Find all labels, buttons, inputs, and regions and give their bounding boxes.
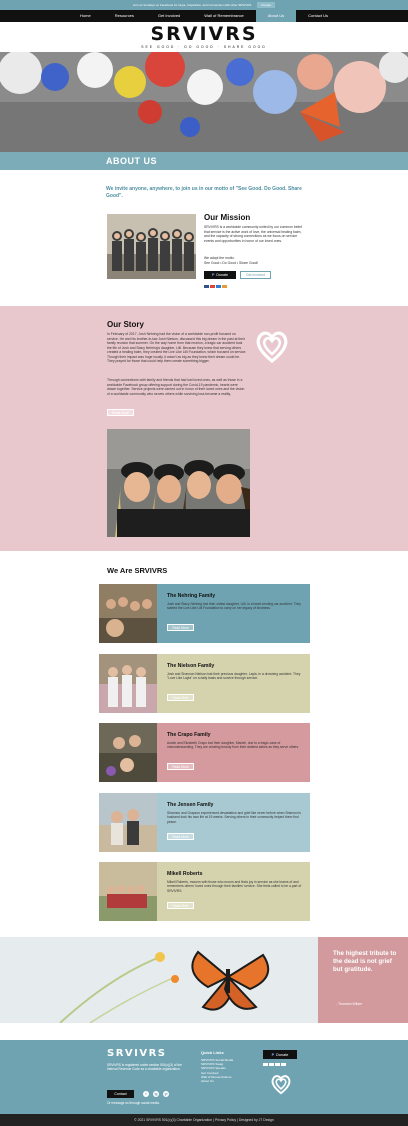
- mastercard-icon: [210, 285, 215, 288]
- mission-motto-intro: We adopt the motto:: [204, 256, 235, 260]
- nav-item-home[interactable]: Home: [80, 13, 91, 18]
- mission-group-photo: [107, 214, 196, 279]
- quick-link-get-involved[interactable]: Get Involved: [201, 1070, 219, 1075]
- family-card-body: [157, 584, 310, 643]
- mission-title: Our Mission: [204, 213, 251, 222]
- story-title: Our Story: [107, 320, 144, 329]
- family-name: The Nehring Family: [167, 593, 216, 599]
- family-description: Mikell Roberts, mourns with those who mourn and finds joy in service as she learns of and remembers others' loved ones through their families' service. She feels called to be a part of SRVIVRS.: [167, 880, 302, 893]
- family-read-more-button[interactable]: Read More: [167, 902, 194, 909]
- mission-text: SRVIVRS is a worldwide community united by our common belief that service is the active work of love, the universal healing balm, and the capacity of strong connections as we focus on service events and opportunities in honor of our loved ones.: [204, 225, 302, 243]
- family-name: The Crapo Family: [167, 732, 211, 738]
- intro-statement: We invite anyone, anywhere, to join us in our motto of "See Good. Do Good. Share Good".: [106, 186, 302, 199]
- site-logo[interactable]: SRVIVRS: [150, 23, 258, 45]
- story-group-photo: [107, 429, 250, 537]
- family-photo: [99, 793, 157, 852]
- quick-link-swag[interactable]: SRVIVRS Swag: [201, 1062, 224, 1067]
- payment-icons: [204, 285, 227, 288]
- quote-author: - Thornton Wilder: [336, 1002, 363, 1006]
- instagram-icon[interactable]: ig: [154, 1092, 158, 1096]
- footer-logo[interactable]: SRVIVRS: [107, 1048, 167, 1059]
- nav-item-contact-us[interactable]: Contact Us: [308, 13, 328, 18]
- heart-icon: [254, 328, 290, 364]
- nav-item-about-us[interactable]: About Us: [256, 10, 296, 22]
- discover-icon: [222, 285, 227, 288]
- family-card-body: [157, 793, 310, 852]
- page-title: ABOUT US: [106, 156, 157, 166]
- quick-link-wall-of-remembrance[interactable]: Wall of Remembrance: [201, 1074, 232, 1079]
- hero-image: [0, 52, 408, 152]
- story-paragraph-2: Through connections with family and friends that had lost loved ones, as well as those in a worldwide Facebook group offering support during the Covid-19 pandemic, hearts were drawn together. Service projects were carried out in honor of their loved ones and the vision of a worldwide community who serves others while surviving loss became a reality.: [107, 378, 245, 396]
- family-card-nehring: [99, 584, 310, 643]
- donate-button[interactable]: [204, 271, 236, 279]
- quick-link-about-us[interactable]: About Us: [201, 1079, 214, 1084]
- paypal-icon: P: [271, 1052, 275, 1057]
- get-involved-button[interactable]: Get Involved: [240, 271, 271, 279]
- quick-link-speaks[interactable]: SRVIVRS Speaks: [201, 1066, 226, 1071]
- announcement-text: Join us Sundays on Facebook for Hope, Inspiration, and Connection with other SRVIVRS: [132, 3, 252, 7]
- family-card-body: [157, 862, 310, 921]
- quick-links-list: [201, 1058, 261, 1083]
- amex-icon: [216, 285, 221, 288]
- family-card-body: [157, 654, 310, 713]
- family-description: Austin and Elizabeth Crapo lost their daughter, Mariah, due to a tragic case of misunderstanding. They are creating beauty from their darkest ashes as they serve others.: [167, 741, 300, 750]
- footer-donate-button[interactable]: [263, 1050, 297, 1059]
- footer-payment-icons: [263, 1063, 286, 1066]
- family-card-roberts: [99, 862, 310, 921]
- family-read-more-button[interactable]: Read More: [167, 763, 194, 770]
- family-photo: [99, 584, 157, 643]
- nav-item-get-involved[interactable]: Get Involved: [157, 13, 181, 18]
- story-paragraph-1: In February of 2017, Josh Nehring had the vision of a worldwide non-profit focused on service. He and his brother-in-law Josh Nielson, discussed this big dream in the past at their family reunion that summer. On the way home from that reunion, a tragic car accident took the life of Josh and Stacy Nehring's daughter, Lilli. Because they knew that serving others created a healing balm, they created the Live Like Lilli Foundation, which focused on service. Though their impact was huge locally, it wasn't as big as they knew their dream could be. They prayed for those that could help them create something bigger.: [107, 332, 247, 363]
- family-card-crapo: [99, 723, 310, 782]
- family-photo: [99, 654, 157, 713]
- quick-link-social-media[interactable]: SRVIVRS Social Media: [201, 1058, 234, 1062]
- story-read-more-button[interactable]: Read More: [107, 409, 134, 416]
- footer-social-note: Or message us through social media.: [107, 1101, 160, 1105]
- quote-text: The highest tribute to the dead is not grief but gratitude.: [333, 950, 397, 973]
- family-card-jensen: [99, 793, 310, 852]
- footer-contact-button[interactable]: Contact: [107, 1090, 134, 1098]
- mission-motto: [204, 256, 304, 265]
- paypal-icon: P: [212, 273, 215, 277]
- header-logo-area: [0, 22, 408, 52]
- mastercard-icon: [269, 1063, 274, 1066]
- nav-item-resources[interactable]: Resources: [114, 13, 134, 18]
- footer-nonprofit-text: SRVIVRS is registered under section 501(c)(3) of the Internal Revenue Code as a charitable organization.: [107, 1063, 182, 1072]
- visa-icon: [263, 1063, 268, 1066]
- family-description: Shannon and Grayson experienced devastation and grief like never before when Shannon's husband took his own life at 19 weeks. Serving others in their community helped them find peace.: [167, 811, 301, 824]
- donate-button-label: Donate: [216, 273, 228, 277]
- family-read-more-button[interactable]: Read More: [167, 624, 194, 631]
- family-photo: [99, 862, 157, 921]
- youtube-icon[interactable]: yt: [164, 1092, 168, 1096]
- facebook-icon[interactable]: f: [143, 1091, 149, 1097]
- logo-tagline: SEE GOOD · DO GOOD · SHARE GOOD: [141, 45, 267, 49]
- footer-heart-icon: [270, 1073, 292, 1095]
- footer-social-icons: [143, 1091, 169, 1097]
- copyright-bar: © 2021 SRVIVRS 501(c)(3) Charitable Organization | Privacy Policy | Designed by JT Design: [0, 1114, 408, 1126]
- visa-icon: [204, 285, 209, 288]
- nav-item-wall-of-remembrance[interactable]: Wall of Remembrance: [204, 13, 244, 18]
- main-nav: [0, 10, 408, 22]
- amex-icon: [275, 1063, 280, 1066]
- discover-icon: [281, 1063, 286, 1066]
- family-description: Josh and Shannon Nielson lost their precious daughter, Layla, in a drowning accident. They "Love Like Layla" on a daily basis and survive through service.: [167, 672, 301, 681]
- hero-title-band: [0, 152, 408, 170]
- hero-flowers-illustration: [0, 52, 408, 152]
- families-section-title: We Are SRVIVRS: [107, 566, 168, 575]
- family-name: The Nielson Family: [167, 663, 215, 669]
- family-card-body: [157, 723, 310, 782]
- announcement-bar: [0, 0, 408, 10]
- family-name: The Jensen Family: [167, 802, 214, 808]
- family-name: Mikell Roberts: [167, 871, 203, 877]
- family-photo: [99, 723, 157, 782]
- family-read-more-button[interactable]: Read More: [167, 694, 194, 701]
- family-description: Josh and Stacy Nehring lost their oldest daughter, Lilli, in a heart-rending car accident. They started the Live Like Lilli Foundation to carry on her legacy of kindness.: [167, 602, 301, 611]
- family-read-more-button[interactable]: Read More: [167, 833, 194, 840]
- family-card-nielson: [99, 654, 310, 713]
- quick-links-title: Quick Links: [201, 1050, 224, 1055]
- mission-motto-text: See Good • Do Good • Share Good!: [204, 260, 259, 265]
- announcement-donate-button[interactable]: Donate: [257, 2, 275, 8]
- footer-donate-label: Donate: [276, 1052, 289, 1057]
